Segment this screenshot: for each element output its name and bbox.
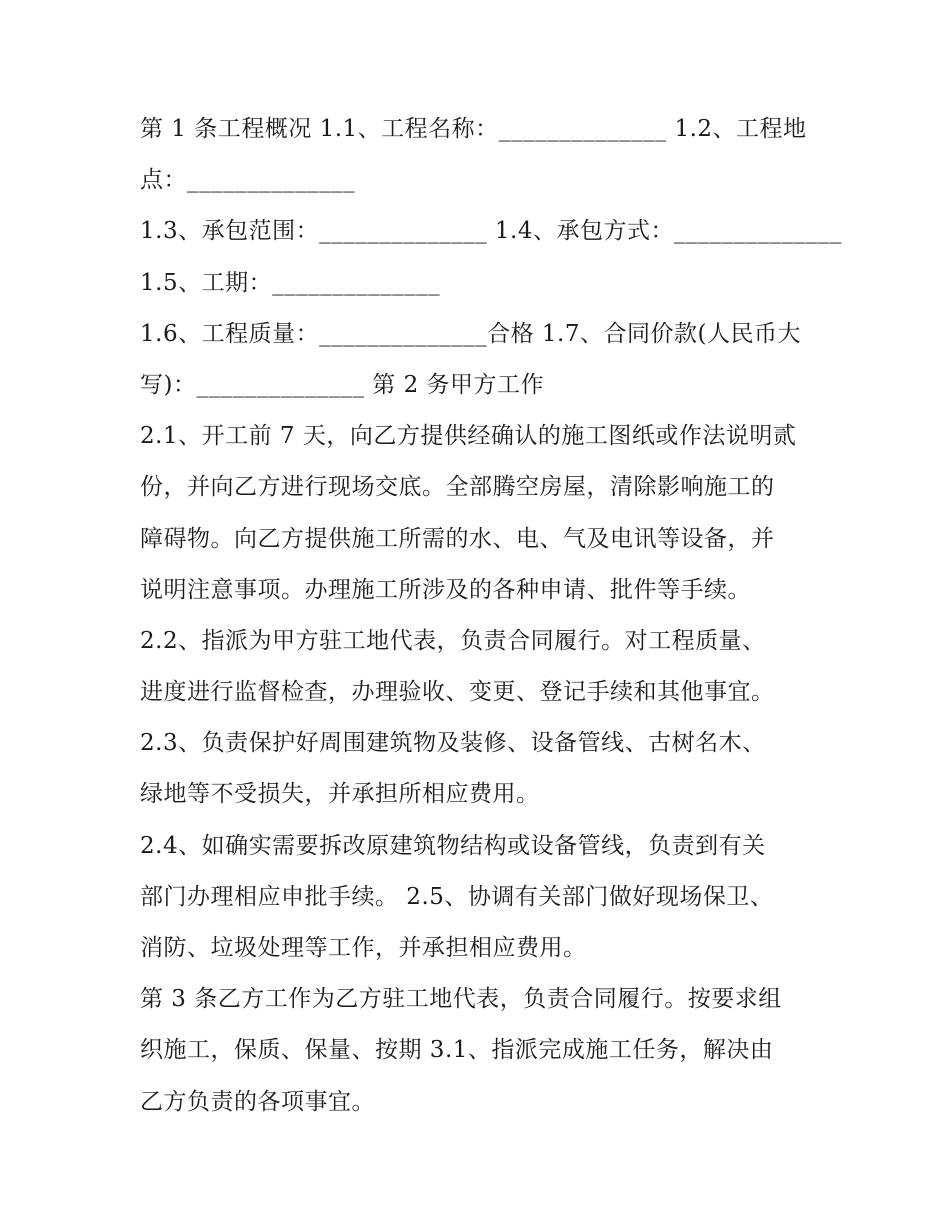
text-line: 2.1、开工前 7 天，向乙方提供经确认的施工图纸或作法说明贰 bbox=[140, 423, 797, 450]
text-line: 进度进行监督检查，办理验收、变更、登记手续和其他事宜。 bbox=[140, 679, 775, 706]
text-line-section-2-heading: 写)：______________ 第 2 务甲方工作 bbox=[140, 371, 545, 398]
text-line-section-1-heading: 第 1 条工程概况 1.1、工程名称：______________ 1.2、工程地 bbox=[140, 116, 807, 142]
text-line: 说明注意事项。办理施工所涉及的各种申请、批件等手续。 bbox=[140, 576, 751, 603]
text-line: 乙方负责的各项事宜。 bbox=[140, 1088, 375, 1115]
text-line: 2.2、指派为甲方驻工地代表，负责合同履行。对工程质量、 bbox=[140, 627, 766, 654]
text-line: 障碍物。向乙方提供施工所需的水、电、气及电讯等设备，并 bbox=[140, 525, 775, 552]
text-line: 点：______________ bbox=[140, 167, 355, 194]
contract-body bbox=[140, 104, 842, 1128]
text-line: 绿地等不受损失，并承担所相应费用。 bbox=[140, 781, 540, 808]
text-line: 份，并向乙方进行现场交底。全部腾空房屋，清除影响施工的 bbox=[140, 474, 775, 501]
text-line: 2.4、如确实需要拆改原建筑物结构或设备管线，负责到有关 bbox=[140, 832, 766, 859]
text-line: 部门办理相应申批手续。 2.5、协调有关部门做好现场保卫、 bbox=[140, 883, 774, 910]
text-line: 织施工，保质、保量、按期 3.1、指派完成施工任务，解决由 bbox=[140, 1037, 774, 1064]
text-line-section-3-heading: 第 3 条乙方工作为乙方驻工地代表，负责合同履行。按要求组 bbox=[140, 986, 782, 1013]
text-line: 消防、垃圾处理等工作，并承担相应费用。 bbox=[140, 935, 587, 961]
text-line: 2.3、负责保护好周围建筑物及装修、设备管线、古树名木、 bbox=[140, 730, 766, 757]
text-line: 1.6、工程质量：______________合格 1.7、合同价款(人民币大 bbox=[140, 320, 801, 347]
text-line: 1.3、承包范围：______________ 1.4、承包方式：______________ bbox=[140, 218, 842, 245]
text-line: 1.5、工期：______________ bbox=[140, 269, 441, 296]
